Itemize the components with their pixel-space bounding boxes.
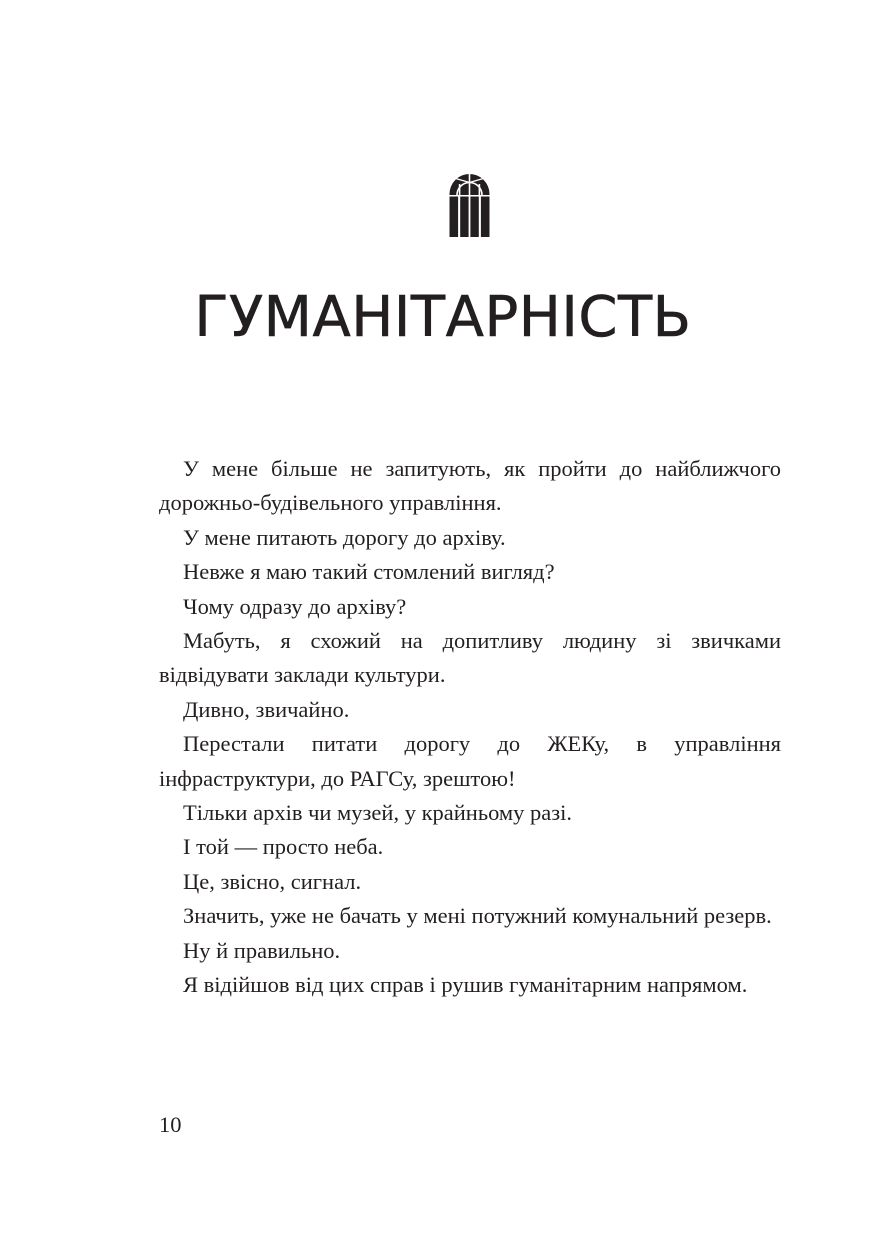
paragraph: У мене питають дорогу до архіву. <box>183 524 506 550</box>
paragraph: І той — просто неба. <box>183 834 384 860</box>
paragraph: Перестали питати дорогу до ЖЕКу, в управління інфраструктури, до РАГСу, зрештою! <box>159 731 781 791</box>
chapter-body <box>159 452 781 1003</box>
paragraph: Чому одразу до архіву? <box>183 593 407 619</box>
page-number: 10 <box>159 1112 182 1137</box>
paragraph: Дивно, звичайно. <box>183 696 350 722</box>
paragraph: Мабуть, я схожий на допитливу людину зі звичками відвідувати заклади культури. <box>159 628 781 688</box>
paragraph: Ну й правильно. <box>183 937 341 963</box>
chapter-title: ГУМАНІТАРНІСТЬ <box>194 285 692 350</box>
paragraph: Невже я маю такий стомлений вигляд? <box>183 559 555 585</box>
paragraph: Це, звісно, сигнал. <box>183 868 362 894</box>
paragraph: Тільки архів чи музей, у крайньому разі. <box>183 800 573 826</box>
paragraph: У мене більше не запитують, як пройти до найближчого дорожньо-будівельного управління. <box>159 456 781 516</box>
paragraph: Я відійшов від цих справ і рушив гуманітарним напрямом. <box>183 972 748 998</box>
paragraph: Значить, уже не бачать у мені потужний комунальний резерв. <box>183 903 772 929</box>
arched-window-icon <box>449 174 490 237</box>
